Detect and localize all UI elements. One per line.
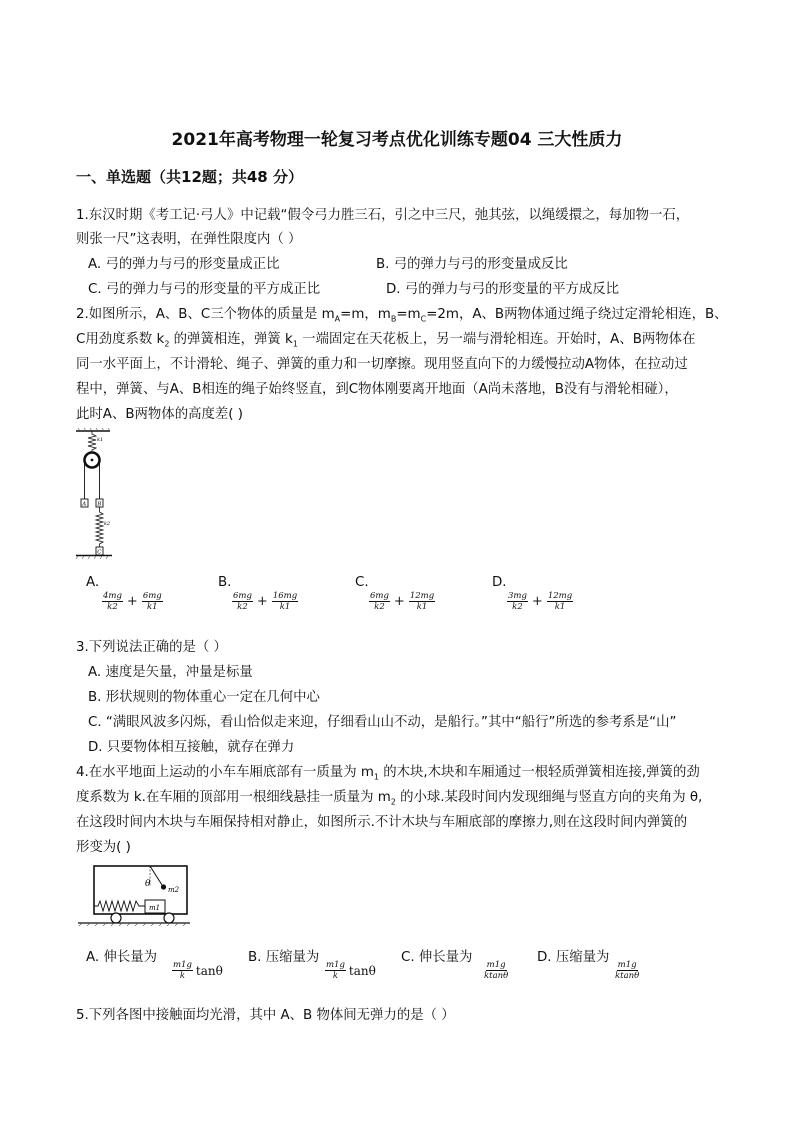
section-heading: 一、单选题（共12题；共48 分） — [76, 168, 303, 186]
m2-label: m2 — [168, 886, 180, 894]
q3-option-a: A. 速度是矢量，冲量是标量 — [88, 665, 253, 680]
q2-option-b-formula: $\frac{6mg}{k2}$ + $\frac{16mg}{k1}$ — [233, 591, 298, 612]
q4-text-line-3: 在这段时间内木块与车厢保持相对静止，如图所示.不计木块与车厢底部的摩擦力,则在这段时间内弹簧的 — [76, 815, 688, 830]
q2-option-c-formula: $\frac{6mg}{k2}$ + $\frac{12mg}{k1}$ — [370, 591, 435, 612]
q3-option-c: C. “满眼风波多闪烁，看山恰似走来迎，仔细看山山不动，是船行。”其中“船行”所选的参考系是“山” — [88, 715, 677, 730]
k2-label: k2 — [104, 521, 111, 527]
q4-text-line-2: 度系数为 k.在车厢的顶部用一根细线悬挂一质量为 $m_2$ 的小球.某段时间内发现细绳与竖直方向的夹角为 θ, — [76, 790, 703, 807]
theta-label: θ — [145, 879, 151, 889]
q1-option-a: A. 弓的弹力与弓的形变量成正比 — [88, 257, 280, 272]
q2-option-a-label: A. — [86, 575, 100, 590]
q1-option-c: C. 弓的弹力与弓的形变量的平方成正比 — [88, 282, 321, 297]
q2-pulley-spring-figure — [72, 428, 118, 560]
q2-option-a-formula: $\frac{4mg}{k2}$ + $\frac{6mg}{k1}$ — [103, 591, 162, 612]
q3-option-d: D. 只要物体相互接触，就存在弹力 — [88, 740, 295, 755]
block-c-label: C — [97, 549, 102, 556]
q1-text-line-2: 则张一尺”这表明，在弹性限度内（ ） — [76, 232, 302, 247]
q4-cart-figure — [78, 862, 190, 926]
q4-option-d-formula: $\frac{m1g}{ktan\theta}$ — [615, 960, 640, 981]
q4-option-d-label: D. 压缩量为 — [537, 950, 610, 965]
m1-label: m1 — [149, 904, 161, 912]
q4-text-line-1: 4.在水平地面上运动的小车车厢底部有一质量为 $m_1$ 的木块,木块和车厢通过一根轻质弹簧相连接,弹簧的劲 — [76, 765, 700, 782]
q2-text-line-4: 程中，弹簧、与A、B相连的绳子始终竖直，到C物体刚要离开地面（A尚未落地，B没有与滑轮相碰）， — [76, 382, 678, 397]
q2-option-c-label: C. — [355, 575, 369, 590]
q2-option-d-label: D. — [492, 575, 507, 590]
q5-text-line-1: 5.下列各图中接触面均光滑，其中 A、B 物体间无弹力的是（ ） — [76, 1008, 455, 1023]
q4-option-a-formula: $\frac{m1g}{k}$ tanθ — [173, 960, 223, 981]
page-title: 2021年高考物理一轮复习考点优化训练专题04 三大性质力 — [171, 130, 623, 150]
block-a-label: A — [82, 501, 87, 508]
q4-option-b-label: B. 压缩量为 — [248, 950, 320, 965]
block-b-label: B — [97, 501, 102, 508]
q1-option-b: B. 弓的弹力与弓的形变量成反比 — [376, 257, 568, 272]
q4-option-a-label: A. 伸长量为 — [86, 950, 157, 965]
q4-option-c-formula: $\frac{m1g}{ktan\theta}$ — [484, 960, 509, 981]
q4-text-line-4: 形变为( ) — [76, 840, 131, 855]
q2-text-line-1: 2.如图所示，A、B、C三个物体的质量是 $m_A=m$，$m_B=m_C=2m$，A、B两物体通过绳子绕过定滑轮相连，B、 — [76, 307, 728, 324]
q2-text-line-5: 此时A、B两物体的高度差( ) — [76, 407, 243, 422]
q2-text-line-2: C用劲度系数 $k_2$ 的弹簧相连，弹簧 $k_1$ 一端固定在天花板上，另一端与滑轮相连。开始时，A、B两物体在 — [76, 332, 696, 349]
q4-option-c-label: C. 伸长量为 — [401, 950, 473, 965]
q3-option-b: B. 形状规则的物体重心一定在几何中心 — [88, 690, 320, 705]
q1-text-line-1: 1.东汉时期《考工记·弓人》中记载“假令弓力胜三石，引之中三尺，弛其弦，以绳缓擐之，每加物一石， — [76, 208, 690, 223]
q3-text-line-1: 3.下列说法正确的是（ ） — [76, 640, 227, 655]
q2-option-d-formula: $\frac{3mg}{k2}$ + $\frac{12mg}{k1}$ — [508, 591, 573, 612]
q4-option-b-formula: $\frac{m1g}{k}$ tanθ — [326, 960, 376, 981]
q2-option-b-label: B. — [218, 575, 232, 590]
q1-option-d: D. 弓的弹力与弓的形变量的平方成反比 — [386, 282, 620, 297]
q2-text-line-3: 同一水平面上，不计滑轮、绳子、弹簧的重力和一切摩擦。现用竖直向下的力缓慢拉动A物体，在拉动过 — [76, 357, 688, 372]
k1-label: k1 — [97, 437, 104, 443]
